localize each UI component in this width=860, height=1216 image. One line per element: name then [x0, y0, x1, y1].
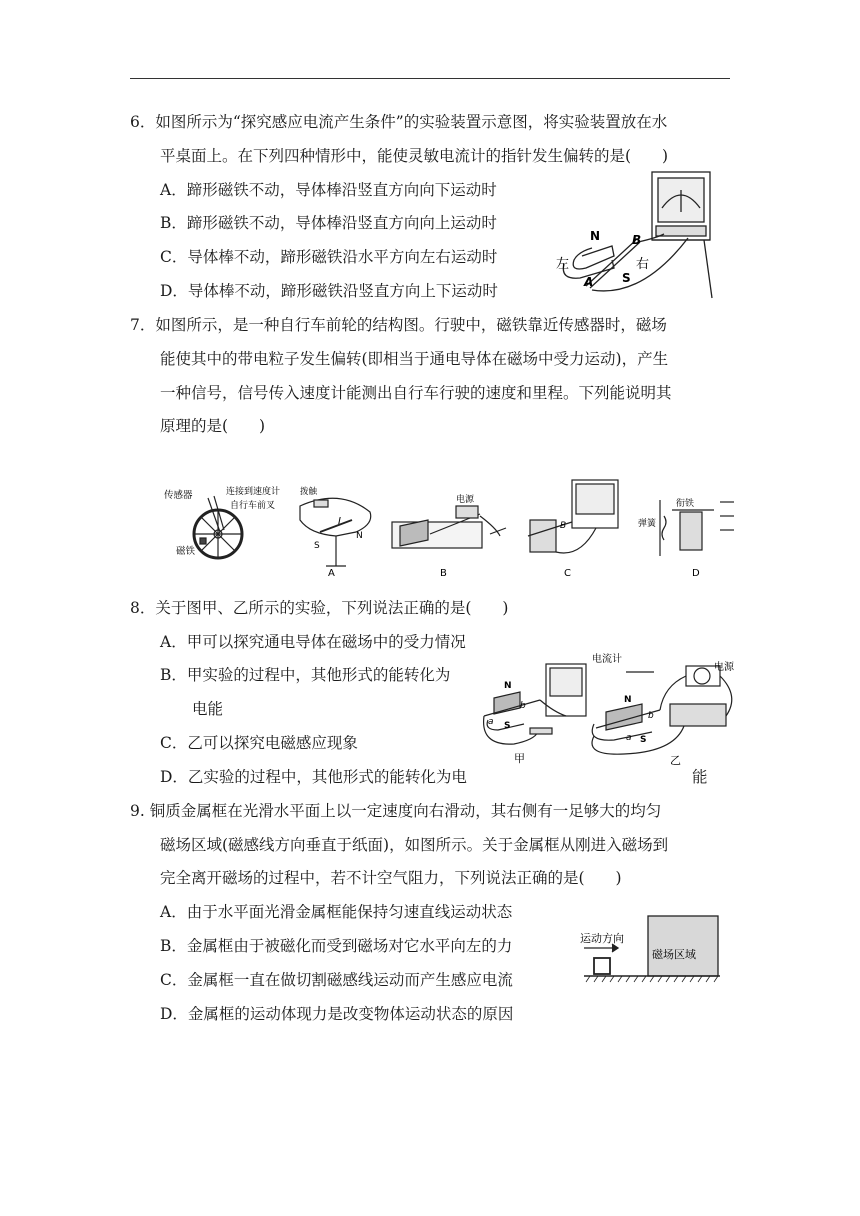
q7-stem-line1: 7．如图所示，是一种自行车前轮的结构图。行驶中，磁铁靠近传感器时，磁场: [130, 316, 667, 334]
q7-fig-fork: 自行车前叉: [230, 501, 276, 511]
q8-option-c: C．乙可以探究电磁感应现象: [160, 734, 358, 752]
q8-option-d-line2: 能: [692, 768, 708, 786]
q8-fig-source-label: 电源: [714, 662, 734, 673]
q8-fig-yi: 乙: [670, 754, 681, 767]
q8-fig-ammeter-label: 电流计: [592, 654, 622, 665]
q7-fig-label-c: C: [564, 568, 571, 579]
q9-option-b: B．金属框由于被磁化而受到磁场对它水平向左的力: [160, 937, 513, 955]
q7-fig-i: I: [338, 516, 341, 527]
q9-stem-line2: 磁场区域(磁感线方向垂直于纸面)，如图所示。关于金属框从刚进入磁场到: [160, 836, 669, 854]
q7-fig-to-speedometer: 连接到速度计: [226, 487, 281, 497]
q6-option-b: B．蹄形磁铁不动，导体棒沿竖直方向向上运动时: [160, 214, 497, 232]
q7-fig-label-d: D: [692, 568, 700, 579]
q8-fig-n-jia: N: [504, 681, 512, 691]
q7-fig-spring: 弹簧: [638, 519, 657, 529]
q7-stem-line4: 原理的是( ): [160, 417, 266, 435]
q9-option-d: D．金属框的运动体现力是改变物体运动状态的原因: [160, 1005, 514, 1023]
q6-option-a: A．蹄形磁铁不动，导体棒沿竖直方向向下运动时: [160, 181, 497, 199]
q6-option-c: C．导体棒不动，蹄形磁铁沿水平方向左右运动时: [160, 248, 498, 266]
q6-option-d: D．导体棒不动，蹄形磁铁沿竖直方向上下运动时: [160, 282, 498, 300]
q6-fig-a: A: [584, 275, 594, 289]
q7-fig-sensor: 传感器: [164, 490, 193, 501]
q7-stem-line2: 能使其中的带电粒子发生偏转(即相当于通电导体在磁场中受力运动)，产生: [160, 350, 669, 368]
q7-fig-label-a: A: [328, 568, 335, 579]
q9-stem-line3: 完全离开磁场的过程中，若不计空气阻力，下列说法正确的是( ): [160, 869, 622, 887]
q7-fig-magnet: 磁铁: [176, 546, 196, 557]
header-rule: [130, 78, 730, 79]
q6-fig-s: S: [622, 271, 631, 285]
q8-option-a: A．甲可以探究通电导体在磁场中的受力情况: [160, 633, 466, 651]
q8-fig-s-jia: S: [504, 721, 511, 731]
q8-fig-a-yi: a: [626, 733, 632, 743]
q6-fig-b: B: [632, 233, 642, 247]
q8-option-d-line1: D．乙实验的过程中，其他形式的能转化为电: [160, 768, 467, 786]
q6-fig-left: 左: [556, 257, 570, 272]
q7-fig-n: N: [356, 531, 363, 541]
q7-fig-s: S: [314, 541, 320, 551]
q8-fig-n-yi: N: [624, 695, 632, 705]
q8-fig-jia: 甲: [514, 752, 525, 765]
q7-fig-needle: 拨触: [300, 487, 318, 497]
q8-figure: [474, 656, 740, 766]
q6-stem-line1: 6．如图所示为“探究感应电流产生条件”的实验装置示意图，将实验装置放在水: [130, 113, 668, 131]
q8-option-b-line1: B．甲实验的过程中，其他形式的能转化为: [160, 666, 451, 684]
q8-stem: 8．关于图甲、乙所示的实验，下列说法正确的是( ): [130, 599, 509, 617]
q6-fig-right: 右: [636, 257, 650, 272]
q8-fig-s-yi: S: [640, 735, 647, 745]
q7-fig-source: 电源: [456, 495, 475, 505]
q8-fig-b-jia: b: [520, 701, 526, 711]
q6-stem-line2: 平桌面上。在下列四种情形中，能使灵敏电流计的指针发生偏转的是( ): [160, 147, 669, 165]
q8-option-b-line2: 电能: [192, 700, 224, 718]
q7-stem-line3: 一种信号，信号传入速度计能测出自行车行驶的速度和里程。下列能说明其: [160, 384, 672, 402]
q9-stem-line1: 9. 铜质金属框在光滑水平面上以一定速度向右滑动，其右侧有一足够大的均匀: [130, 802, 662, 820]
q9-fig-region: 磁场区域: [652, 948, 696, 961]
q7-fig-iron: 衔铁: [676, 499, 695, 509]
q9-fig-direction: 运动方向: [580, 932, 624, 945]
q8-fig-b-yi: b: [648, 711, 654, 721]
q7-fig-label-b: B: [440, 568, 447, 579]
q7-fig-b: B: [560, 521, 567, 531]
q7-figure: [160, 476, 740, 580]
q9-option-c: C．金属框一直在做切割磁感线运动而产生感应电流: [160, 971, 513, 989]
q9-option-a: A．由于水平面光滑金属框能保持匀速直线运动状态: [160, 903, 513, 921]
q6-figure: [552, 168, 720, 304]
q6-fig-n: N: [590, 229, 601, 243]
q8-fig-a-jia: a: [488, 717, 494, 727]
q9-figure: [578, 912, 724, 984]
